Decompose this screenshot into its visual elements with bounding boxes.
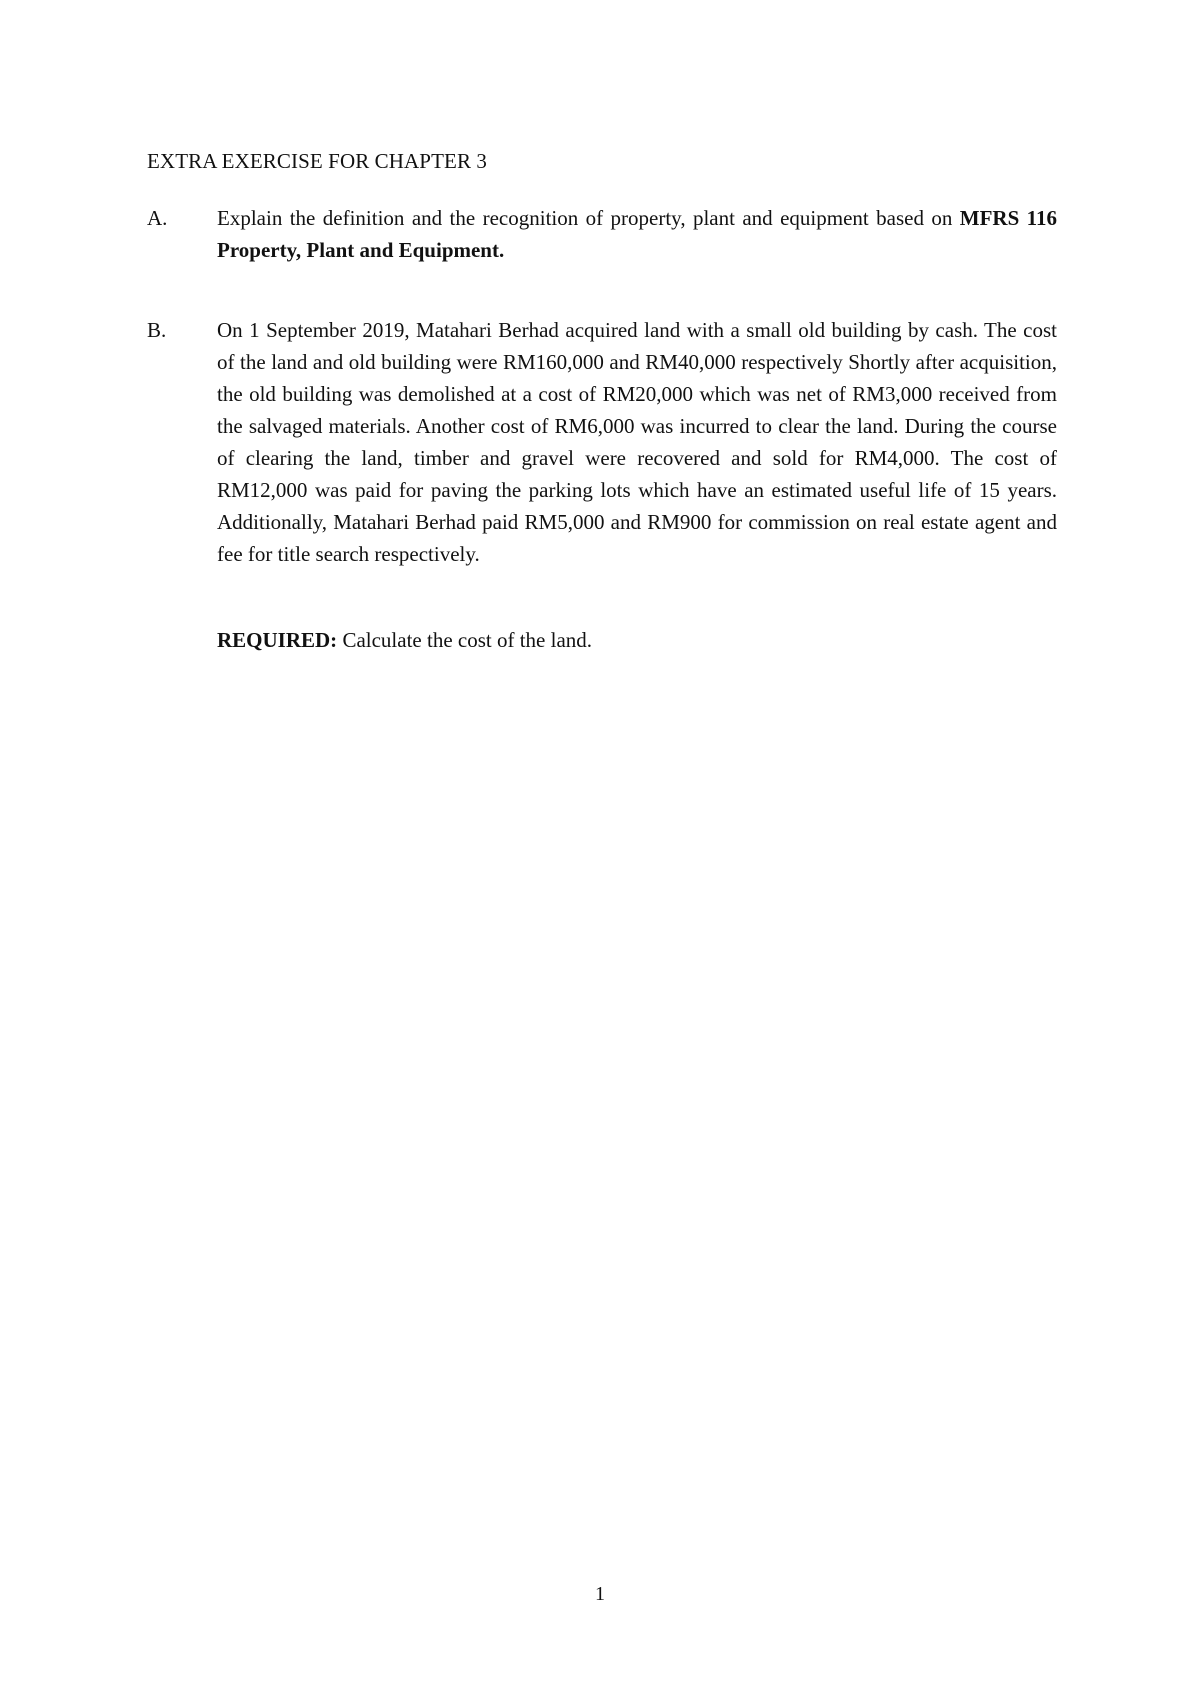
required-label: REQUIRED:	[217, 628, 338, 652]
question-a-standard: MFRS 116 Property, Plant and Equipment.	[217, 206, 1058, 262]
question-a-text	[217, 202, 1057, 266]
document-title: EXTRA EXERCISE FOR CHAPTER 3	[147, 149, 487, 173]
question-a-body	[217, 202, 1057, 266]
question-a-statement: Explain the definition and the recognition of property, plant and equipment based on	[217, 206, 953, 230]
page-number: 1	[595, 1583, 605, 1605]
question-b-body	[217, 314, 1057, 570]
question-a-label: A.	[147, 206, 168, 230]
question-b-required	[217, 624, 592, 656]
question-b-label: B.	[147, 318, 167, 342]
question-b-text: On 1 September 2019, Matahari Berhad acquired land with a small old building by cash. The cost of the land and old building were RM160,000 and RM40,000 respectively Shortly after acquisition, the old building was demolished at a cost of RM20,000 which was net of RM3,000 received from the salvaged materials. Another cost of RM6,000 was incurred to clear the land. During the course of clearing the land, timber and gravel were recovered and sold for RM4,000. The cost of RM12,000 was paid for paving the parking lots which have an estimated useful life of 15 years. Additionally, Matahari Berhad paid RM5,000 and RM900 for commission on real estate agent and fee for title search respectively.	[217, 318, 1057, 566]
required-text: Calculate the cost of the land.	[337, 628, 593, 652]
